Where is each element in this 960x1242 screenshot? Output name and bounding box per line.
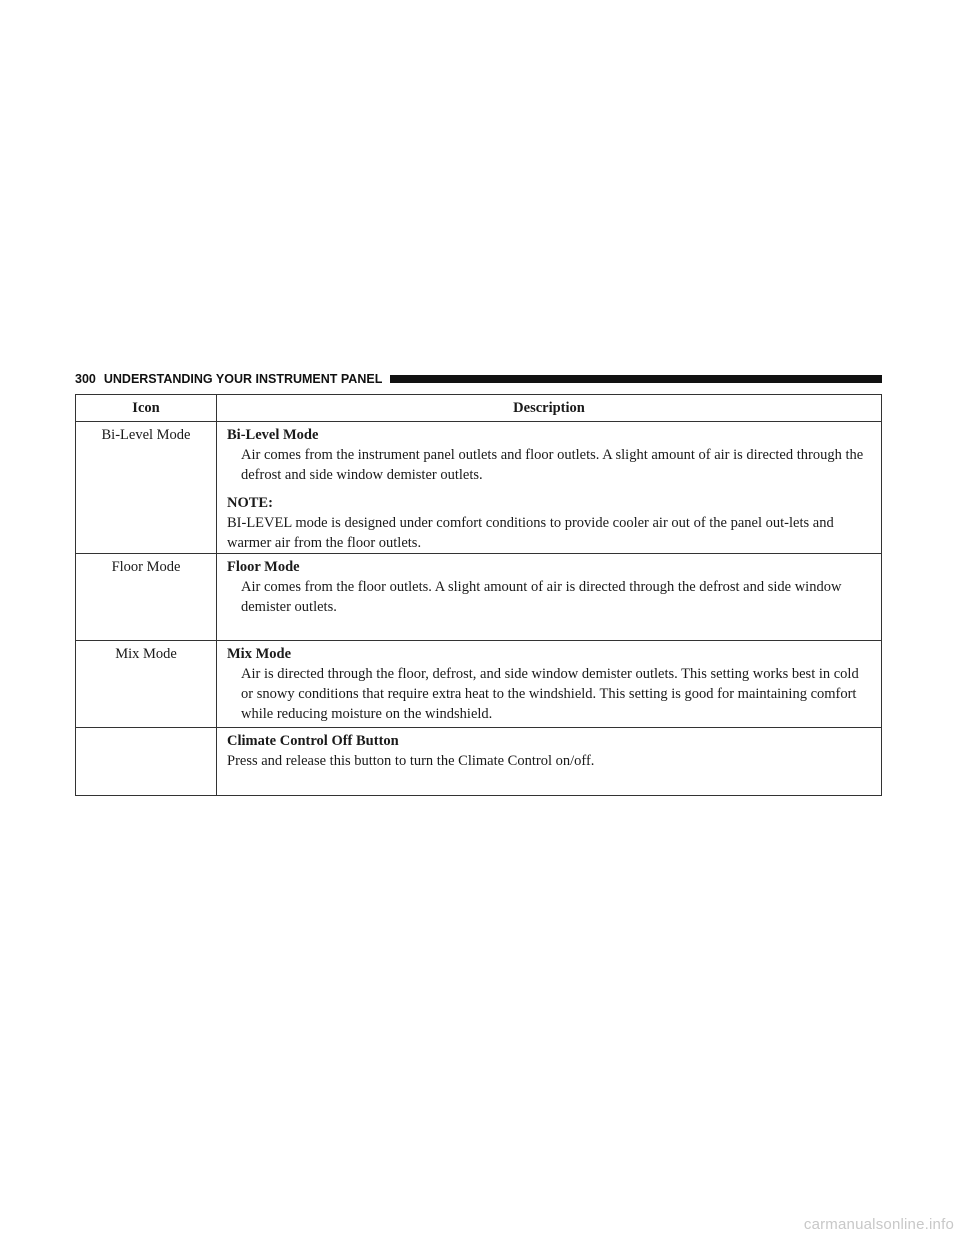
icon-cell <box>76 728 217 796</box>
mode-title: Mix Mode <box>227 646 292 662</box>
description-cell <box>217 641 882 728</box>
mode-description: Air comes from the instrument panel outlets and floor outlets. A slight amount of air is directed through the defrost and side window demister outlets. <box>241 447 864 483</box>
mode-description: Press and release this button to turn the Climate Control on/off. <box>227 753 595 769</box>
column-header-icon: Icon <box>76 395 217 422</box>
note-block <box>227 493 873 553</box>
site-watermark: carmanualsonline.info <box>803 1216 954 1233</box>
section-title: UNDERSTANDING YOUR INSTRUMENT PANEL <box>103 372 383 386</box>
page-header <box>75 370 882 388</box>
note-label: NOTE: <box>227 495 273 511</box>
icon-cell: Mix Mode <box>76 641 217 728</box>
mode-title: Floor Mode <box>227 559 300 575</box>
note-text: BI-LEVEL mode is designed under comfort conditions to provide cooler air out of the panel out-lets and warmer air from the floor outlets. <box>227 515 834 551</box>
table-row-climate-off <box>76 728 882 796</box>
table-row-mix <box>76 641 882 728</box>
mode-title: Climate Control Off Button <box>227 733 399 749</box>
column-header-description: Description <box>217 395 882 422</box>
description-cell <box>217 554 882 641</box>
climate-modes-table <box>75 394 882 796</box>
description-cell <box>217 728 882 796</box>
description-cell <box>217 422 882 554</box>
page-number: 300 <box>75 372 96 386</box>
icon-cell: Floor Mode <box>76 554 217 641</box>
table-row-bi-level <box>76 422 882 554</box>
mode-description: Air comes from the floor outlets. A slight amount of air is directed through the defrost and side window demister outlets. <box>241 579 842 615</box>
icon-cell: Bi-Level Mode <box>76 422 217 554</box>
mode-title: Bi-Level Mode <box>227 427 319 443</box>
table-header-row <box>76 395 882 422</box>
mode-description: Air is directed through the floor, defrost, and side window demister outlets. This setting works best in cold or snowy conditions that require extra heat to the windshield. This setting is good for maintaining comfort while reducing moisture on the windshield. <box>241 666 859 722</box>
table-row-floor <box>76 554 882 641</box>
header-rule <box>390 375 882 383</box>
